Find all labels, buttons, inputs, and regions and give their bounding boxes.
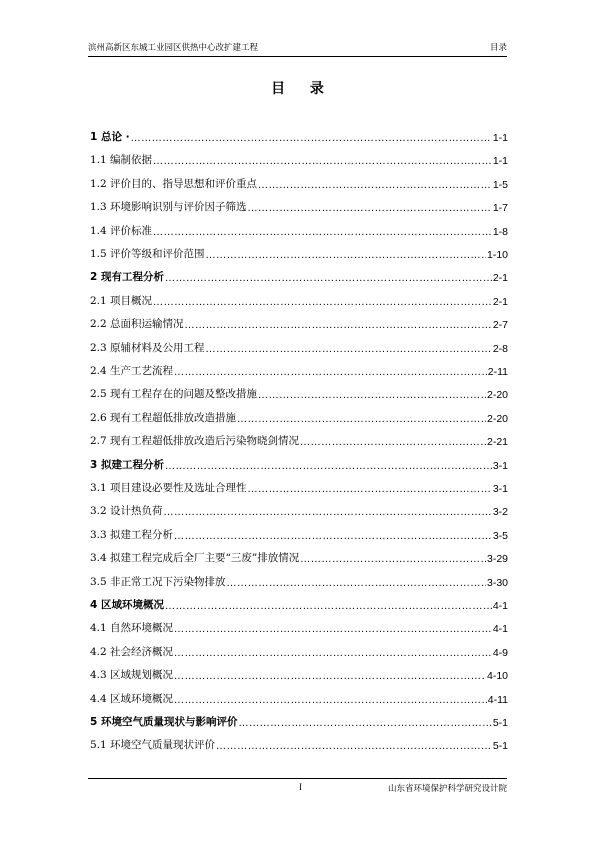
toc-entry-label: 4.1 自然环境概况 [90,622,174,635]
toc-dot-leader [174,695,487,706]
toc-entry[interactable] [90,385,508,401]
toc-dot-leader [237,414,486,425]
toc-dot-leader [153,297,492,308]
toc-entry-page: 1-7 [492,202,508,215]
toc-entry-page: 1-8 [492,225,508,238]
toc-dot-leader [153,227,492,238]
toc-entry-label: 2.5 现有工程存在的问题及整改措施 [90,388,258,401]
toc-entry[interactable] [90,713,508,729]
toc-entry-label: 1.5 评价等级和评价范围 [90,248,205,260]
toc-entry[interactable] [90,175,508,191]
toc-dot-leader [227,578,486,589]
toc-entry-label: 3.5 非正常工况下污染物排放 [90,575,226,588]
toc-dot-leader [185,320,492,331]
toc-entry[interactable] [90,151,508,167]
toc-entry-page: 2-1 [492,295,508,308]
running-footer [88,778,507,795]
toc-entry-page: 1-10 [486,249,508,261]
toc-entry[interactable] [90,128,508,144]
toc-dot-leader [216,741,492,752]
page-title: 目 录 [271,81,334,97]
toc-dot-leader [174,367,487,378]
toc-entry-label: 3.3 拟建工程分析 [90,528,174,541]
toc-entry-page: 2-20 [486,412,508,425]
toc-entry-page: 1-5 [492,178,508,191]
toc-entry-label: 5.1 环境空气质量现状评价 [90,739,216,752]
toc-entry[interactable] [90,596,508,612]
toc-entry[interactable] [90,362,508,378]
toc-dot-leader [131,133,492,144]
footer-organization: 山东省环境保护科学研究设计院 [387,784,507,794]
toc-dot-leader [174,624,492,635]
toc-entry-label: 2.3 原辅材料及公用工程 [90,341,205,354]
toc-entry[interactable] [90,292,508,308]
toc-entry-label: 1.3 环境影响识别与评价因子筛选 [90,201,247,214]
toc-entry-label: 2 现有工程分析 [90,271,164,284]
toc-entry-page: 4-1 [492,600,508,612]
toc-dot-leader [174,671,486,682]
running-header [88,40,507,57]
toc-dot-leader [206,344,492,355]
toc-entry-label: 3.1 项目建设必要性及选址合理性 [90,482,247,494]
toc-entry-label: 3.2 设计热负荷 [90,505,163,518]
toc-entry[interactable] [90,573,508,589]
toc-entry-page: 1-1 [492,155,508,168]
toc-entry-label: 4.2 社会经济概况 [90,645,174,658]
toc-entry-label: 2.2 总面积运输情况 [90,318,184,331]
toc-entry[interactable] [90,222,508,238]
toc-entry-label: 1.2 评价目的、指导思想和评价重点 [90,177,258,190]
toc-entry-label: 4 区域环境概况 [90,599,164,611]
toc-dot-leader [153,156,492,167]
toc-entry-label: 5 环境空气质量现状与影响评价 [90,716,238,728]
toc-entry[interactable] [90,666,508,682]
toc-entry-label: 2.7 现有工程超低排放改造后污染物晓剑情况 [90,435,300,448]
toc-dot-leader [174,531,492,542]
toc-entry[interactable] [90,690,508,706]
toc-entry-page: 2-11 [487,366,508,378]
toc-dot-leader [206,250,486,261]
toc-entry-page: 2-7 [492,319,508,332]
toc-entry[interactable] [90,736,508,752]
toc-entry-label: 1 总论 · [90,131,130,143]
toc-entry-page: 2-20 [486,389,508,402]
toc-entry-page: 4-1 [492,623,508,636]
toc-entry-label: 1.4 评价标准 [90,224,153,237]
toc-entry-page: 3-1 [492,459,508,472]
toc-dot-leader [165,273,492,284]
toc-entry-label: 2.1 项目概况 [90,294,153,307]
toc-entry[interactable] [90,502,508,518]
toc-entry[interactable] [90,479,508,495]
toc-entry-label: 4.4 区域环境概况 [90,692,174,705]
toc-entry[interactable] [90,245,508,261]
toc-entry-page: 1-1 [492,132,508,144]
toc-dot-leader [258,180,492,191]
toc-dot-leader [300,437,486,448]
toc-entry-label: 2.6 现有工程超低排放改造措施 [90,411,237,424]
toc-entry[interactable] [90,432,508,448]
toc-entry[interactable] [90,339,508,355]
toc-entry-label: 2.4 生产工艺流程 [90,365,174,377]
toc-entry-page: 3-30 [486,576,508,589]
toc-entry[interactable] [90,198,508,214]
toc-entry-page: 4-9 [492,646,508,659]
toc-entry[interactable] [90,526,508,542]
toc-entry-page: 3-2 [492,506,508,519]
toc-entry-page: 5-1 [492,717,508,729]
toc-entry[interactable] [90,549,508,565]
toc-dot-leader [165,601,492,612]
toc-entry[interactable] [90,643,508,659]
header-section-title: 目录 [489,43,507,53]
toc-entry-page: 2-8 [492,342,508,355]
toc-entry-page: 5-1 [492,740,508,753]
toc-entry-page: 3-5 [492,529,508,542]
header-project-title: 滨州高新区东城工业园区供热中心改扩建工程 [88,43,259,53]
toc-entry-page: 4-10 [486,670,508,683]
toc-dot-leader [165,461,492,472]
toc-dot-leader [300,554,486,565]
toc-dot-leader [248,203,492,214]
toc-entry-label: 3 拟建工程分析 [90,458,164,471]
toc-entry[interactable] [90,268,508,284]
toc-entry-page: 2-21 [486,436,508,449]
toc-entry-page: 2-1 [492,272,508,285]
toc-entry-page: 3-29 [486,553,508,566]
toc-dot-leader [164,507,492,518]
toc-entry[interactable] [90,409,508,425]
toc-entry-page: 3-1 [492,483,508,495]
toc-entry-page: 4-11 [487,693,508,706]
toc-entry-label: 1.1 编制依据 [90,154,153,167]
toc-entry-label: 4.3 区域规划概况 [90,669,174,682]
footer-page-number: I [299,782,302,792]
toc-entry[interactable] [90,456,508,472]
toc-entry-label: 3.4 拟建工程完成后全厂主要“三废”排放情况 [90,552,300,565]
toc-dot-leader [258,390,486,401]
toc-dot-leader [238,718,491,729]
toc-entry[interactable] [90,315,508,331]
toc-dot-leader [248,484,492,495]
toc-dot-leader [174,648,492,659]
toc-entry[interactable] [90,619,508,635]
